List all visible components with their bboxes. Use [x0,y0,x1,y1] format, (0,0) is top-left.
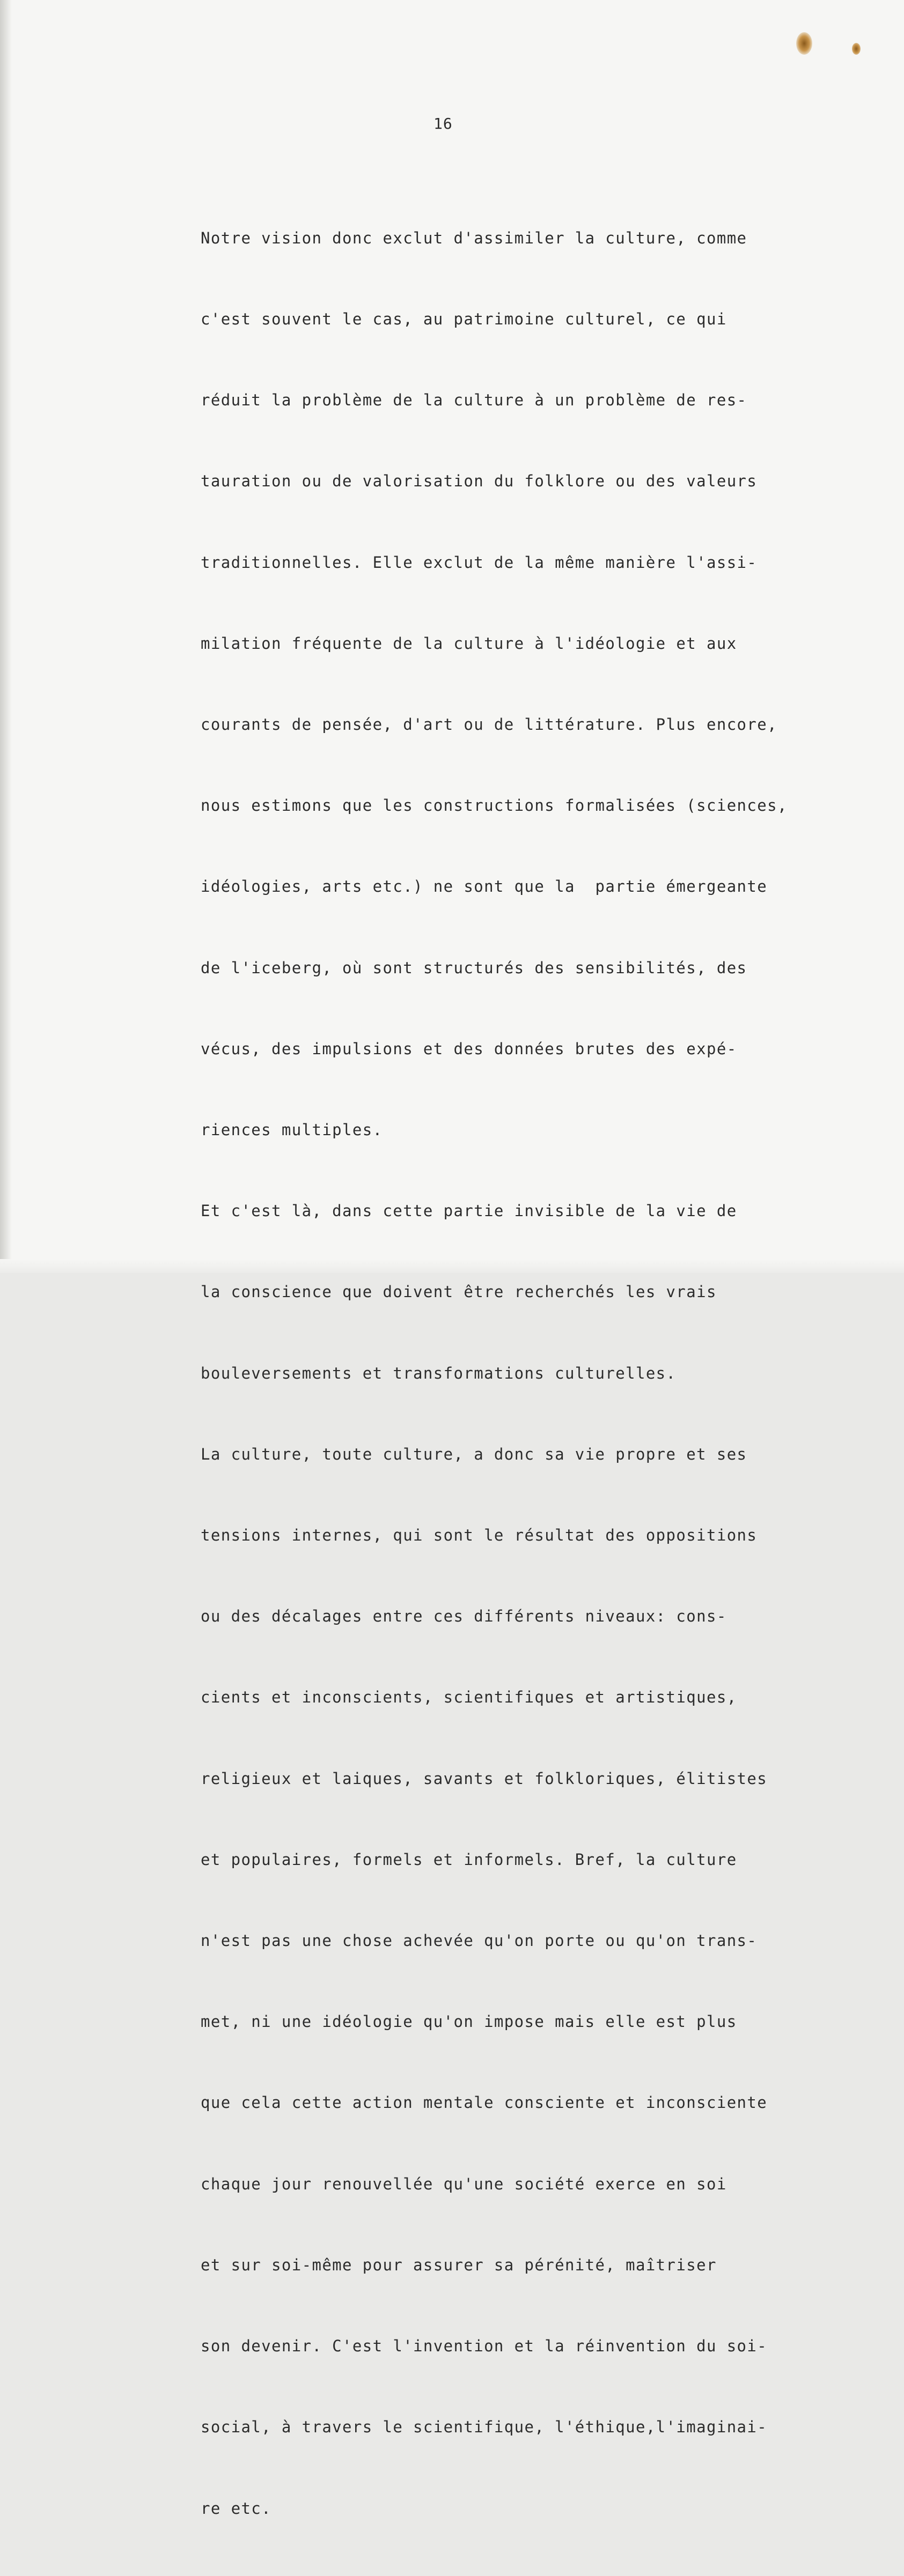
text-line: que cela cette action mentale consciente et inconsciente [201,2093,768,2112]
text-line: n'est pas une chose achevée qu'on porte ou qu'on trans- [201,1931,758,1950]
text-line: la conscience que doivent être recherchés les vrais [201,1283,717,1301]
paper-stain [796,32,812,55]
text-line: tauration ou de valorisation du folklore ou des valeurs [201,472,758,491]
body-paragraphs [201,171,844,2576]
text-line: social, à travers le scientifique, l'éthique,l'imaginai- [201,2418,768,2437]
text-line: courants de pensée, d'art ou de littérature. Plus encore, [201,715,777,734]
text-line: et sur soi-même pour assurer sa pérénité, maîtriser [201,2255,717,2274]
text-line: bouleversements et transformations culturelles. [201,1364,677,1382]
text-line: nous estimons que les constructions formalisées (sciences, [201,796,788,815]
text-line: religieux et laiques, savants et folkloriques, élitistes [201,1769,768,1788]
text-line: réduit la problème de la culture à un problème de res- [201,391,747,410]
paper-stain-small [852,43,861,55]
page-left-edge-shadow [0,0,12,1273]
text-line: vécus, des impulsions et des données brutes des expé- [201,1039,737,1058]
text-line: ou des décalages entre ces différents niveaux: cons- [201,1607,727,1626]
text-line: idéologies, arts etc.) ne sont que la partie émergeante [201,877,768,896]
text-line: riences multiples. [201,1121,383,1139]
text-line: Notre vision donc exclut d'assimiler la culture, comme [201,228,747,247]
text-line: traditionnelles. Elle exclut de la même manière l'assi- [201,553,758,572]
text-line: milation fréquente de la culture à l'idéologie et aux [201,634,737,653]
text-line: La culture, toute culture, a donc sa vie propre et ses [201,1445,747,1463]
text-line: et populaires, formels et informels. Bref, la culture [201,1850,737,1869]
text-line: tensions internes, qui sont le résultat des oppositions [201,1526,758,1545]
page-number: 16 [433,115,453,132]
text-line: re etc. [201,2499,272,2518]
text-line: Et c'est là, dans cette partie invisible de la vie de [201,1202,737,1220]
text-line: c'est souvent le cas, au patrimoine culturel, ce qui [201,310,727,329]
text-line: cients et inconscients, scientifiques et artistiques, [201,1688,737,1707]
text-line: son devenir. C'est l'invention et la réinvention du soi- [201,2337,768,2356]
text-line: de l'iceberg, où sont structurés des sensibilités, des [201,958,747,977]
text-line: chaque jour renouvellée qu'une société exerce en soi [201,2174,727,2193]
text-line: met, ni une idéologie qu'on impose mais elle est plus [201,2012,737,2031]
